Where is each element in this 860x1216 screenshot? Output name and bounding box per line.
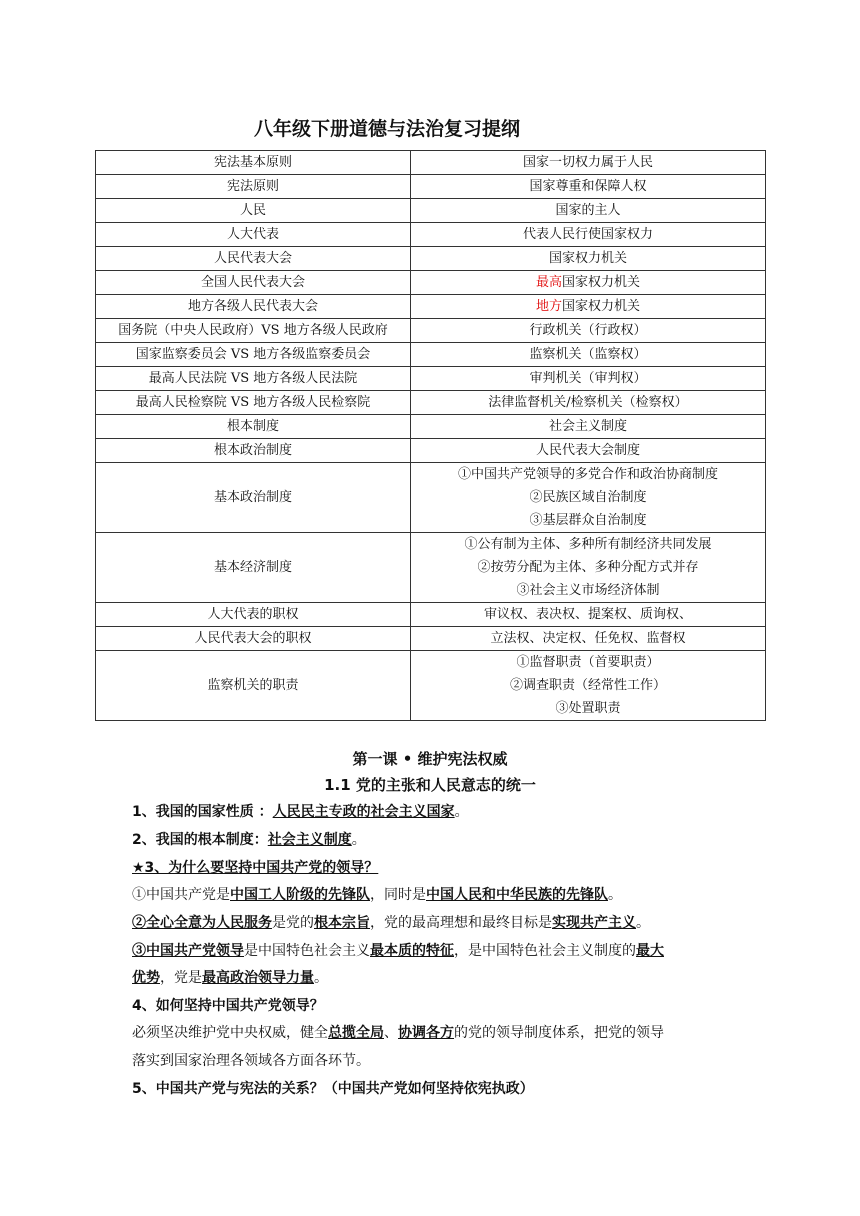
table-row <box>96 247 766 271</box>
definition-text: 国家尊重和保障人权 <box>529 179 647 194</box>
table-cell-definition <box>411 295 766 319</box>
table-row <box>96 391 766 415</box>
table-row <box>96 271 766 295</box>
definition-text: 审判机关（审判权） <box>529 371 647 386</box>
table-row <box>96 223 766 247</box>
definition-text: 审议权、表决权、提案权、质询权、 <box>483 607 692 622</box>
table-cell-term: 国家监察委员会 VS 地方各级监察委员会 <box>96 343 411 367</box>
table-cell-term: 宪法基本原则 <box>96 151 411 175</box>
definition-line: ③基层群众自治制度 <box>529 513 647 528</box>
table-cell-term: 人大代表的职权 <box>96 603 411 627</box>
lesson-subheading: 1.1 党的主张和人民意志的统一 <box>324 776 536 794</box>
answer-2: 社会主义制度 <box>267 832 352 848</box>
table-cell-definition <box>411 175 766 199</box>
table-cell-term: 基本政治制度 <box>96 463 411 533</box>
table-cell-term: 根本制度 <box>96 415 411 439</box>
table-cell-definition <box>411 271 766 295</box>
table-row <box>96 343 766 367</box>
definition-line: ①公有制为主体、多种所有制经济共同发展 <box>464 537 712 552</box>
table-cell-term: 人大代表 <box>96 223 411 247</box>
table-cell-term: 根本政治制度 <box>96 439 411 463</box>
definition-text: 国家权力机关 <box>562 275 641 290</box>
table-cell-term: 监察机关的职责 <box>96 651 411 721</box>
answer-4: 必须坚决维护党中央权威，健全总揽全局、协调各方的党的领导制度体系，把党的领导 <box>132 1025 664 1041</box>
definition-line: ③社会主义市场经济体制 <box>516 583 660 598</box>
table-cell-definition <box>411 651 766 721</box>
table-row <box>96 439 766 463</box>
question-1: 1、我国的国家性质 ：人民民主专政的社会主义国家。 <box>132 804 469 820</box>
table-cell-definition <box>411 463 766 533</box>
table-cell-term: 人民代表大会 <box>96 247 411 271</box>
table-cell-definition <box>411 533 766 603</box>
definition-text: 代表人民行使国家权力 <box>522 227 653 242</box>
definition-text: 国家权力机关 <box>548 251 627 266</box>
answer-3-point-3-cont: 优势，党是最高政治领导力量。 <box>132 970 328 986</box>
question-3: ★3、为什么要坚持中国共产党的领导？ <box>132 860 379 876</box>
table-row <box>96 627 766 651</box>
table-row <box>96 319 766 343</box>
question-2: 2、我国的根本制度：社会主义制度。 <box>132 832 366 848</box>
table-cell-definition <box>411 391 766 415</box>
answer-3-point-3: ③中国共产党领导是中国特色社会主义最本质的特征，是中国特色社会主义制度的最大 <box>132 943 664 959</box>
definition-line: ②民族区域自治制度 <box>529 490 647 505</box>
table-cell-definition <box>411 603 766 627</box>
table-cell-definition <box>411 247 766 271</box>
table-cell-definition <box>411 367 766 391</box>
table-cell-term: 宪法原则 <box>96 175 411 199</box>
table-cell-term: 人民 <box>96 199 411 223</box>
table-row <box>96 199 766 223</box>
answer-1: 人民民主专政的社会主义国家 <box>272 804 455 820</box>
table-cell-term: 人民代表大会的职权 <box>96 627 411 651</box>
table-cell-term: 全国人民代表大会 <box>96 271 411 295</box>
definition-text: 社会主义制度 <box>548 419 627 434</box>
table-row <box>96 651 766 721</box>
table-cell-term: 国务院（中央人民政府）VS 地方各级人民政府 <box>96 319 411 343</box>
definition-line: ②调查职责（经常性工作） <box>509 678 666 693</box>
question-4: 4、如何坚持中国共产党领导？ <box>132 998 324 1014</box>
table-row <box>96 415 766 439</box>
lesson-heading: 第一课 • 维护宪法权威 <box>352 750 508 768</box>
definition-text: 立法权、决定权、任免权、监督权 <box>490 631 686 646</box>
table-cell-definition <box>411 627 766 651</box>
table-row <box>96 367 766 391</box>
table-row <box>96 463 766 533</box>
definition-text: 国家一切权力属于人民 <box>522 155 653 170</box>
definition-line: ②按劳分配为主体、多种分配方式并存 <box>477 560 699 575</box>
highlight-text: 最高 <box>535 275 562 290</box>
table-cell-term: 基本经济制度 <box>96 533 411 603</box>
definition-line: ①监督职责（首要职责） <box>516 655 660 670</box>
summary-table <box>95 150 766 721</box>
table-row <box>96 603 766 627</box>
definition-text: 监察机关（监察权） <box>529 347 647 362</box>
table-cell-definition <box>411 151 766 175</box>
highlight-text: 地方 <box>535 299 562 314</box>
table-row <box>96 151 766 175</box>
table-cell-definition <box>411 439 766 463</box>
question-5: 5、中国共产党与宪法的关系？（中国共产党如何坚持依宪执政） <box>132 1081 534 1097</box>
answer-4-cont: 落实到国家治理各领域各方面各环节。 <box>132 1053 370 1069</box>
table-cell-definition <box>411 199 766 223</box>
table-row <box>96 295 766 319</box>
definition-text: 法律监督机关/检察机关（检察权） <box>488 395 688 410</box>
definition-line: ③处置职责 <box>555 701 621 716</box>
document-title: 八年级下册道德与法治复习提纲 <box>254 118 521 140</box>
definition-text: 人民代表大会制度 <box>535 443 640 458</box>
table-row <box>96 175 766 199</box>
table-cell-definition <box>411 415 766 439</box>
definition-text: 国家的主人 <box>555 203 621 218</box>
answer-3-point-1: ①中国共产党是中国工人阶级的先锋队，同时是中国人民和中华民族的先锋队。 <box>132 887 622 903</box>
answer-3-point-2: ②全心全意为人民服务是党的根本宗旨，党的最高理想和最终目标是实现共产主义。 <box>132 915 650 931</box>
table-cell-definition <box>411 343 766 367</box>
table-cell-definition <box>411 319 766 343</box>
table-cell-term: 最高人民检察院 VS 地方各级人民检察院 <box>96 391 411 415</box>
definition-text: 行政机关（行政权） <box>529 323 647 338</box>
table-cell-term: 最高人民法院 VS 地方各级人民法院 <box>96 367 411 391</box>
table-cell-definition <box>411 223 766 247</box>
definition-line: ①中国共产党领导的多党合作和政治协商制度 <box>457 467 718 482</box>
definition-text: 国家权力机关 <box>562 299 641 314</box>
table-cell-term: 地方各级人民代表大会 <box>96 295 411 319</box>
table-row <box>96 533 766 603</box>
